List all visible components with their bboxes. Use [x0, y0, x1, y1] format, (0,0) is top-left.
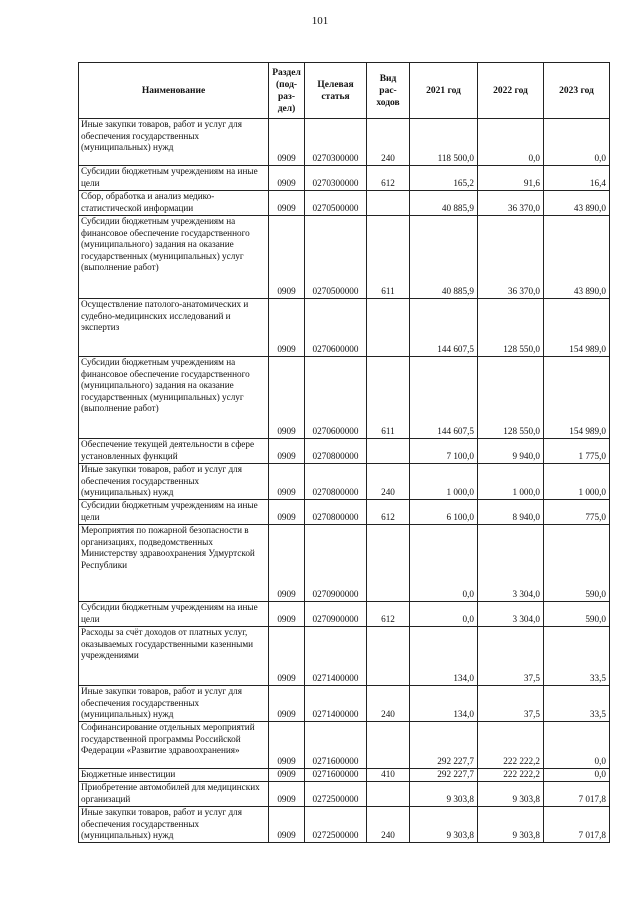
row-2021: 292 227,7: [410, 722, 478, 769]
row-name: Субсидии бюджетным учреждениям на иные цели: [79, 602, 269, 627]
row-section: 0909: [269, 500, 305, 525]
table-row: [79, 464, 610, 500]
row-expense-type: [367, 439, 410, 464]
table-row: [79, 439, 610, 464]
row-expense-type: [367, 782, 410, 807]
table-row: [79, 807, 610, 843]
row-expense-type: 240: [367, 807, 410, 843]
row-section: 0909: [269, 439, 305, 464]
header-2021: 2021 год: [410, 63, 478, 119]
table-row: [79, 525, 610, 602]
table-row: [79, 686, 610, 722]
row-name: Субсидии бюджетным учреждениям на финансовое обеспечение государственного (муниципального) задания на оказание государственных (муниципальных) услуг (выполнение работ): [79, 357, 269, 439]
row-2022: 9 303,8: [478, 782, 544, 807]
row-section: 0909: [269, 119, 305, 166]
row-section: 0909: [269, 807, 305, 843]
row-section: 0909: [269, 357, 305, 439]
budget-table: [78, 62, 610, 843]
row-expense-type: [367, 525, 410, 602]
row-article: 0270800000: [305, 464, 367, 500]
row-section: 0909: [269, 686, 305, 722]
row-expense-type: [367, 191, 410, 216]
row-2023: 154 989,0: [544, 299, 610, 357]
row-section: 0909: [269, 722, 305, 769]
table-row: [79, 191, 610, 216]
row-2021: 9 303,8: [410, 782, 478, 807]
row-section: 0909: [269, 216, 305, 299]
table-row: [79, 602, 610, 627]
row-section: 0909: [269, 769, 305, 782]
row-article: 0270500000: [305, 191, 367, 216]
row-expense-type: 240: [367, 119, 410, 166]
row-article: 0270800000: [305, 500, 367, 525]
header-2022: 2022 год: [478, 63, 544, 119]
row-2022: 222 222,2: [478, 722, 544, 769]
page-number: 101: [311, 15, 329, 27]
row-2021: 144 607,5: [410, 357, 478, 439]
row-2022: 128 550,0: [478, 357, 544, 439]
row-article: 0271600000: [305, 722, 367, 769]
row-2021: 6 100,0: [410, 500, 478, 525]
row-2022: 9 940,0: [478, 439, 544, 464]
table-row: [79, 782, 610, 807]
table-row: [79, 119, 610, 166]
row-2021: 144 607,5: [410, 299, 478, 357]
row-2021: 40 885,9: [410, 191, 478, 216]
row-expense-type: 611: [367, 216, 410, 299]
table-row: [79, 216, 610, 299]
row-article: 0271600000: [305, 769, 367, 782]
row-article: 0270900000: [305, 525, 367, 602]
row-2021: 134,0: [410, 686, 478, 722]
row-expense-type: 612: [367, 500, 410, 525]
row-article: 0270600000: [305, 357, 367, 439]
row-2022: 3 304,0: [478, 602, 544, 627]
row-expense-type: 612: [367, 602, 410, 627]
row-2022: 91,6: [478, 166, 544, 191]
row-2022: 37,5: [478, 627, 544, 686]
row-article: 0270900000: [305, 602, 367, 627]
row-2022: 222 222,2: [478, 769, 544, 782]
row-section: 0909: [269, 602, 305, 627]
header-2023: 2023 год: [544, 63, 610, 119]
row-2022: 36 370,0: [478, 216, 544, 299]
row-2023: 0,0: [544, 769, 610, 782]
row-2023: 43 890,0: [544, 216, 610, 299]
row-section: 0909: [269, 191, 305, 216]
row-2022: 9 303,8: [478, 807, 544, 843]
row-article: 0270800000: [305, 439, 367, 464]
row-section: 0909: [269, 166, 305, 191]
row-expense-type: [367, 627, 410, 686]
row-section: 0909: [269, 464, 305, 500]
row-2023: 590,0: [544, 525, 610, 602]
row-2023: 33,5: [544, 627, 610, 686]
row-name: Иные закупки товаров, работ и услуг для обеспечения государственных (муниципальных) нужд: [79, 119, 269, 166]
row-expense-type: 240: [367, 464, 410, 500]
row-expense-type: [367, 299, 410, 357]
row-2023: 43 890,0: [544, 191, 610, 216]
row-2022: 37,5: [478, 686, 544, 722]
row-name: Сбор, обработка и анализ медико-статистической информации: [79, 191, 269, 216]
row-article: 0272500000: [305, 807, 367, 843]
row-2021: 7 100,0: [410, 439, 478, 464]
row-name: Софинансирование отдельных мероприятий государственной программы Российской Федерации «Развитие здравоохранения»: [79, 722, 269, 769]
header-name: Наименование: [79, 63, 269, 119]
row-2021: 118 500,0: [410, 119, 478, 166]
row-2023: 775,0: [544, 500, 610, 525]
row-name: Субсидии бюджетным учреждениям на финансовое обеспечение государственного (муниципального) задания на оказание государственных (муниципальных) услуг (выполнение работ): [79, 216, 269, 299]
row-2023: 7 017,8: [544, 782, 610, 807]
table-header-row: [79, 63, 610, 119]
row-2023: 33,5: [544, 686, 610, 722]
row-2021: 1 000,0: [410, 464, 478, 500]
row-section: 0909: [269, 299, 305, 357]
row-2021: 40 885,9: [410, 216, 478, 299]
header-article: Целевая статья: [305, 63, 367, 119]
table-row: [79, 722, 610, 769]
header-expense-type: Вид рас-ходов: [367, 63, 410, 119]
row-2021: 0,0: [410, 602, 478, 627]
row-2021: 0,0: [410, 525, 478, 602]
row-name: Мероприятия по пожарной безопасности в организациях, подведомственных Министерству здравоохранения Удмуртской Республики: [79, 525, 269, 602]
row-2022: 3 304,0: [478, 525, 544, 602]
row-name: Расходы за счёт доходов от платных услуг, оказываемых государственными казенными учреждениями: [79, 627, 269, 686]
row-article: 0270300000: [305, 119, 367, 166]
row-name: Осуществление патолого-анатомических и судебно-медицинских исследований и экспертиз: [79, 299, 269, 357]
row-article: 0272500000: [305, 782, 367, 807]
row-section: 0909: [269, 627, 305, 686]
row-2023: 0,0: [544, 119, 610, 166]
row-2023: 154 989,0: [544, 357, 610, 439]
row-2021: 134,0: [410, 627, 478, 686]
row-2023: 1 775,0: [544, 439, 610, 464]
row-article: 0270600000: [305, 299, 367, 357]
row-2021: 292 227,7: [410, 769, 478, 782]
row-section: 0909: [269, 525, 305, 602]
row-2023: 1 000,0: [544, 464, 610, 500]
row-2022: 8 940,0: [478, 500, 544, 525]
row-article: 0271400000: [305, 686, 367, 722]
row-name: Иные закупки товаров, работ и услуг для обеспечения государственных (муниципальных) нужд: [79, 807, 269, 843]
header-section: Раздел (под-раз-дел): [269, 63, 305, 119]
row-2022: 1 000,0: [478, 464, 544, 500]
row-name: Приобретение автомобилей для медицинских организаций: [79, 782, 269, 807]
row-2021: 9 303,8: [410, 807, 478, 843]
row-name: Иные закупки товаров, работ и услуг для обеспечения государственных (муниципальных) нужд: [79, 464, 269, 500]
table-row: [79, 500, 610, 525]
row-name: Субсидии бюджетным учреждениям на иные цели: [79, 500, 269, 525]
row-section: 0909: [269, 782, 305, 807]
row-name: Субсидии бюджетным учреждениям на иные цели: [79, 166, 269, 191]
table-row: [79, 357, 610, 439]
row-expense-type: 611: [367, 357, 410, 439]
row-article: 0270300000: [305, 166, 367, 191]
row-2021: 165,2: [410, 166, 478, 191]
row-expense-type: 612: [367, 166, 410, 191]
table-row: [79, 299, 610, 357]
table-row: [79, 627, 610, 686]
row-name: Иные закупки товаров, работ и услуг для обеспечения государственных (муниципальных) нужд: [79, 686, 269, 722]
row-2023: 590,0: [544, 602, 610, 627]
row-expense-type: [367, 722, 410, 769]
row-expense-type: 410: [367, 769, 410, 782]
row-name: Обеспечение текущей деятельности в сфере установленных функций: [79, 439, 269, 464]
row-2022: 0,0: [478, 119, 544, 166]
row-2022: 128 550,0: [478, 299, 544, 357]
row-expense-type: 240: [367, 686, 410, 722]
table-row: [79, 769, 610, 782]
row-2023: 0,0: [544, 722, 610, 769]
row-2023: 16,4: [544, 166, 610, 191]
row-article: 0271400000: [305, 627, 367, 686]
row-2022: 36 370,0: [478, 191, 544, 216]
row-article: 0270500000: [305, 216, 367, 299]
row-2023: 7 017,8: [544, 807, 610, 843]
table-row: [79, 166, 610, 191]
row-name: Бюджетные инвестиции: [79, 769, 269, 782]
